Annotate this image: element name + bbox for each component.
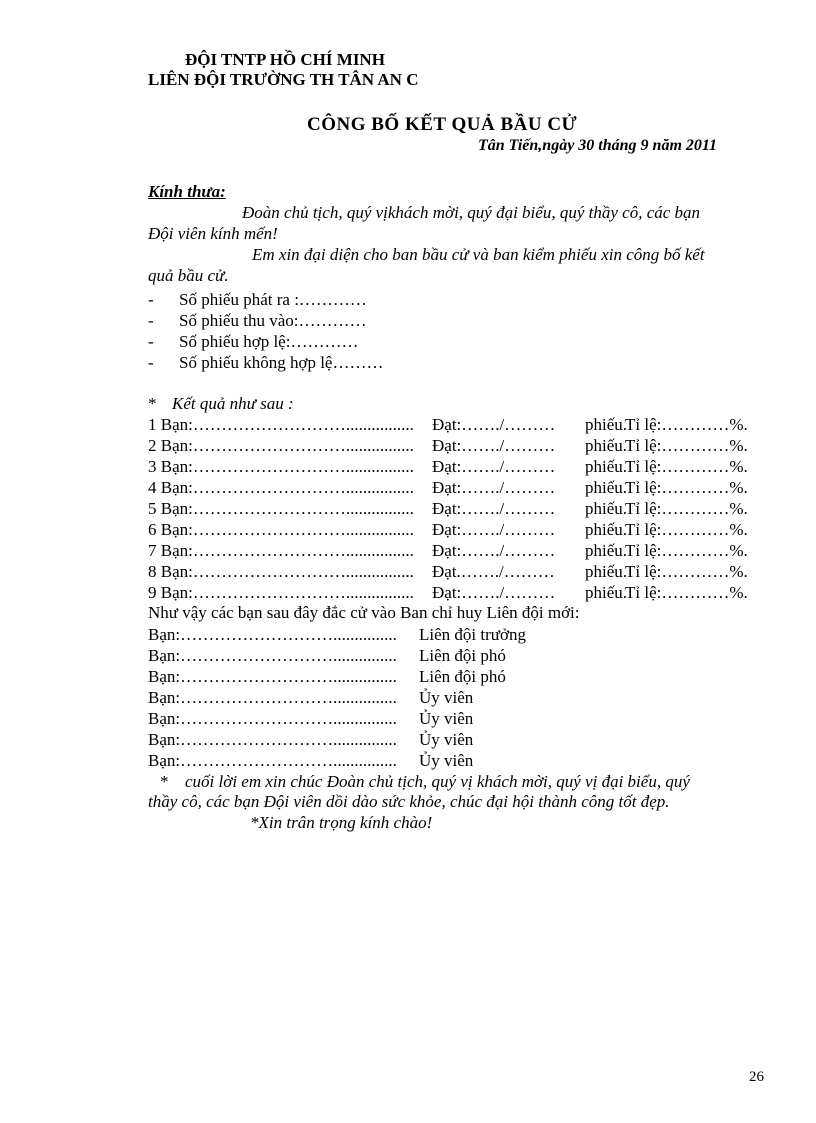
- page-number: 26: [749, 1069, 764, 1085]
- votes-unit: phiếu.: [585, 436, 628, 455]
- elected-name-blank: Bạn:………………………...............: [148, 667, 397, 686]
- votes-blank: Đạt:……./………: [432, 499, 556, 518]
- elected-role: Liên đội phó: [419, 646, 506, 665]
- results-heading-text: Kết quả như sau :: [172, 394, 294, 413]
- candidate-name-blank: 7 Bạn:………………………................: [148, 541, 414, 560]
- votes-unit: phiếu.: [585, 415, 628, 434]
- star-bullet: *: [148, 394, 157, 413]
- stat-text: Số phiếu hợp lệ:…………: [179, 332, 359, 351]
- elected-role: Ủy viên: [419, 688, 474, 707]
- elected-role: Ủy viên: [419, 751, 474, 770]
- candidate-name-blank: 2 Bạn:………………………................: [148, 436, 414, 455]
- list-bullet: -: [148, 311, 154, 330]
- votes-blank: Đạt:……./………: [432, 436, 556, 455]
- elected-name-blank: Bạn:………………………...............: [148, 625, 397, 644]
- elected-name-blank: Bạn:………………………...............: [148, 730, 397, 749]
- page-title: CÔNG BỐ KẾT QUẢ BẦU CỬ: [307, 114, 578, 135]
- candidate-name-blank: 6 Bạn:………………………................: [148, 520, 414, 539]
- elected-name-blank: Bạn:………………………...............: [148, 751, 397, 770]
- elected-name-blank: Bạn:………………………...............: [148, 688, 397, 707]
- ratio-blank: Tỉ lệ:…………%.: [625, 415, 748, 434]
- votes-unit: phiếu.: [585, 583, 628, 602]
- candidate-name-blank: 3 Bạn:………………………................: [148, 457, 414, 476]
- list-bullet: -: [148, 353, 154, 372]
- star-bullet: *: [160, 772, 169, 791]
- intro-line: Đoàn chủ tịch, quý vịkhách mời, quý đại biểu, quý thầy cô, các bạn: [242, 203, 701, 222]
- stat-text: Số phiếu không hợp lệ………: [179, 353, 384, 372]
- elected-role: Liên đội trưởng: [419, 625, 526, 644]
- ratio-blank: Tỉ lệ:…………%.: [625, 436, 748, 455]
- list-bullet: -: [148, 290, 154, 309]
- list-bullet: -: [148, 332, 154, 351]
- votes-blank: Đạt:……./………: [432, 457, 556, 476]
- elected-intro: Như vậy các bạn sau đây đắc cử vào Ban chỉ huy Liên đội mới:: [148, 603, 580, 622]
- salutation: Kính thưa:: [148, 182, 226, 201]
- elected-role: Ủy viên: [419, 709, 474, 728]
- votes-unit: phiếu.: [585, 520, 628, 539]
- candidate-name-blank: 4 Bạn:………………………................: [148, 478, 414, 497]
- candidate-name-blank: 8 Bạn:………………………................: [148, 562, 414, 581]
- intro-line: quả bầu cử.: [148, 266, 229, 285]
- candidate-name-blank: 1 Bạn:………………………................: [148, 415, 414, 434]
- closing-thanks: *Xin trân trọng kính chào!: [250, 813, 433, 832]
- ratio-blank: Tỉ lệ:…………%.: [625, 541, 748, 560]
- stat-text: Số phiếu phát ra :…………: [179, 290, 367, 309]
- votes-blank: Đạt:……./………: [432, 541, 556, 560]
- ratio-blank: Tỉ lệ:…………%.: [625, 520, 748, 539]
- intro-line: Em xin đại diện cho ban bầu cử và ban kiểm phiếu xin công bố kết: [252, 245, 705, 264]
- votes-unit: phiếu.: [585, 478, 628, 497]
- votes-unit: phiếu.: [585, 541, 628, 560]
- votes-unit: phiếu.: [585, 499, 628, 518]
- votes-blank: Đạt:……./………: [432, 520, 556, 539]
- votes-blank: Đạt:……./………: [432, 415, 556, 434]
- candidate-name-blank: 5 Bạn:………………………................: [148, 499, 414, 518]
- closing-text: cuối lời em xin chúc Đoàn chủ tịch, quý vị khách mời, quý vị đại biểu, quý: [185, 772, 690, 791]
- elected-role: Liên đội phó: [419, 667, 506, 686]
- closing-text: thầy cô, các bạn Đội viên dồi dào sức khỏe, chúc đại hội thành công tốt đẹp.: [148, 792, 670, 811]
- intro-line: Đội viên kính mến!: [148, 224, 278, 243]
- ratio-blank: Tỉ lệ:…………%.: [625, 478, 748, 497]
- elected-name-blank: Bạn:………………………...............: [148, 709, 397, 728]
- elected-name-blank: Bạn:………………………...............: [148, 646, 397, 665]
- votes-blank: Đạt.……./………: [432, 562, 555, 581]
- date-line: Tân Tiến,ngày 30 tháng 9 năm 2011: [478, 137, 717, 154]
- org-name-line1: ĐỘI TNTP HỒ CHÍ MINH: [185, 50, 385, 69]
- votes-unit: phiếu.: [585, 562, 628, 581]
- ratio-blank: Tỉ lệ:…………%.: [625, 583, 748, 602]
- elected-role: Ủy viên: [419, 730, 474, 749]
- candidate-name-blank: 9 Bạn:………………………................: [148, 583, 414, 602]
- ratio-blank: Tỉ lệ:…………%.: [625, 562, 748, 581]
- ratio-blank: Tỉ lệ:…………%.: [625, 499, 748, 518]
- ratio-blank: Tỉ lệ:…………%.: [625, 457, 748, 476]
- stat-text: Số phiếu thu vào:…………: [179, 311, 367, 330]
- org-name-line2: LIÊN ĐỘI TRƯỜNG TH TÂN AN C: [148, 70, 419, 89]
- votes-blank: Đạt:……./………: [432, 478, 556, 497]
- votes-blank: Đạt:……./………: [432, 583, 556, 602]
- votes-unit: phiếu.: [585, 457, 628, 476]
